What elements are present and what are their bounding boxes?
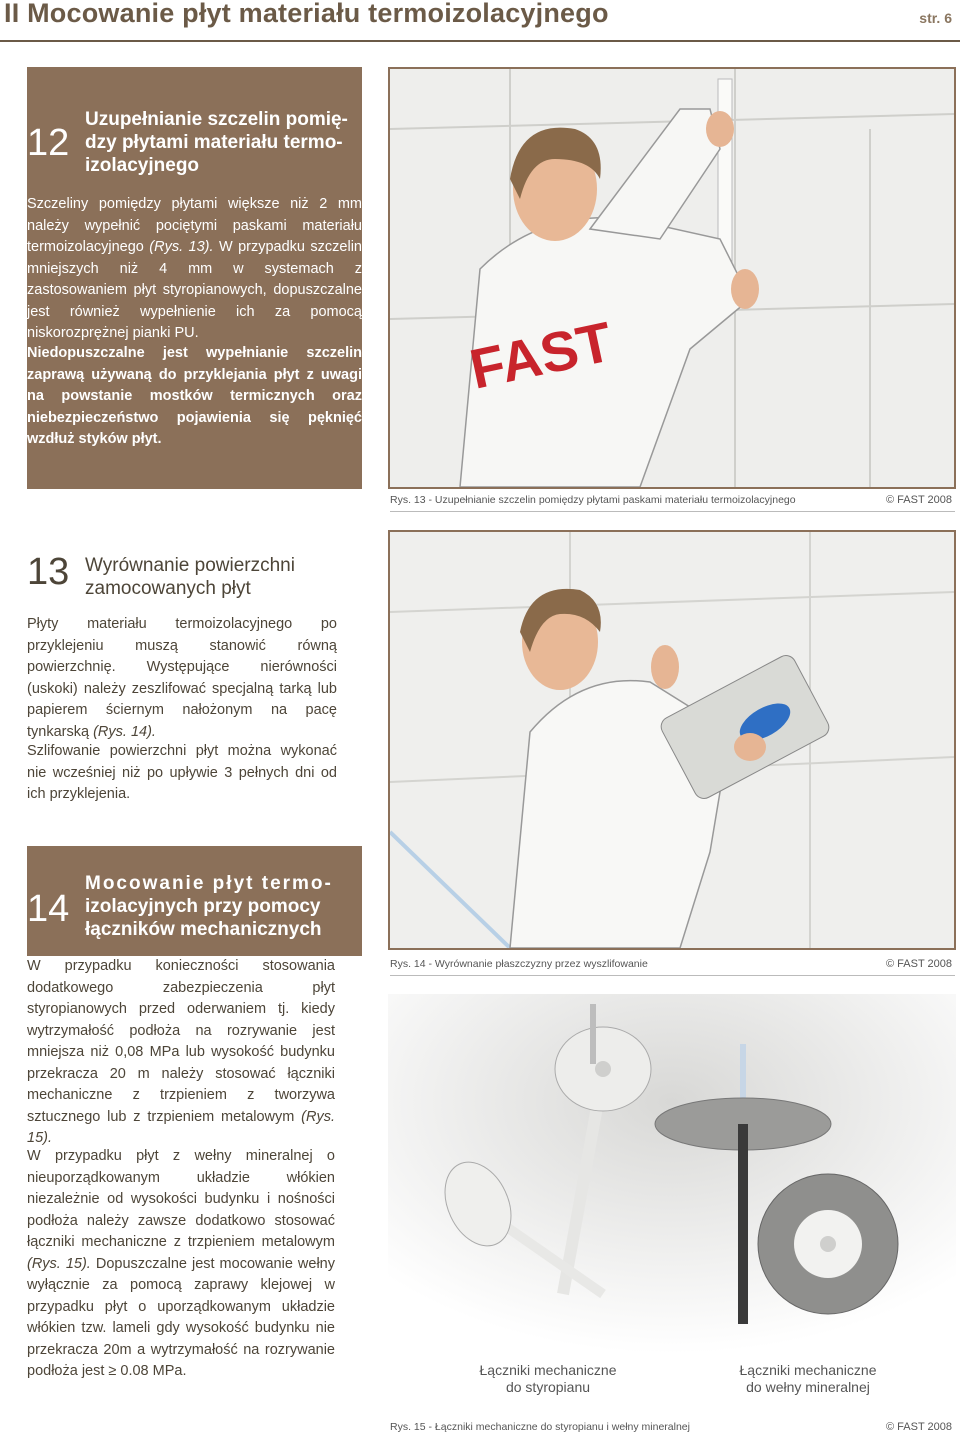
section-12-number: 12 — [27, 122, 70, 164]
section-12-paragraph-1 — [27, 194, 362, 345]
figure-13-caption-line — [390, 511, 955, 512]
mechanical-anchors-illustration — [388, 994, 956, 1354]
section-14-text-run: Dopuszczalne jest mocowanie wełny wyłącznie za pomocą zaprawy klejowej w przypadku płyt o uporządkowanym układzie włókien tzw. lameli gdy wysokość budynku nie przekracza 20m a wytrzymałość na rozrywanie podłoża jest ≥ 0.08 MPa. — [27, 1255, 336, 1379]
figure-14-copyright: © FAST 2008 — [886, 958, 952, 970]
section-13-text: Płyty materiału termoizolacyjnego po przyklejeniu muszą stanowić równą powierzchnię. Występujące nierówności (uskoki) należy zeszlifować specjalną tarką lub papierem ściernym nałożonym na pacę tynkarską — [27, 616, 337, 740]
section-12-paragraph-2 — [27, 343, 362, 451]
section-12-text: W przypadku szczelin mniejszych niż 4 mm w systemach z zastosowaniem płyt styropianowych, dopuszczalne jest również wypełnienie ich za pomocą niskorozprężnej pianki PU. — [27, 239, 362, 341]
figure-reference: (Rys. 14). — [93, 723, 156, 740]
section-14-heading-line: Mocowanie płyt termo- — [85, 873, 333, 894]
mineral-wool-anchor-label — [708, 1362, 908, 1396]
section-13-heading — [85, 554, 295, 600]
section-12-warning: Niedopuszczalne jest wypełnianie szczelin zaprawą używaną do przyklejania płyt z uwagi na powstanie mostków termicznych oraz niebezpieczeństwo pojawienia się pęknięć wzdłuż styków płyt. — [27, 345, 362, 447]
header-divider — [0, 40, 960, 42]
page-number: str. 6 — [919, 10, 952, 26]
section-14-box — [27, 846, 362, 956]
label-line: do wełny mineralnej — [746, 1379, 870, 1395]
section-12-box — [27, 67, 362, 489]
fast-logo-text: FAST — [464, 309, 618, 401]
section-12-heading-line: dzy płytami materiału termo- — [85, 132, 343, 153]
section-12-heading — [85, 108, 348, 177]
worker-filling-gaps-illustration — [390, 69, 954, 487]
section-13-text: Szlifowanie powierzchni płyt można wykonać nie wcześniej niż po upływie 3 pełnych dni od ich przyklejenia. — [27, 743, 337, 802]
figure-15-caption: Rys. 15 - Łączniki mechaniczne do styropianu i wełny mineralnej — [390, 1421, 690, 1433]
section-14-paragraph-2 — [27, 1146, 335, 1383]
section-13-paragraph-2 — [27, 741, 337, 806]
figure-reference: (Rys. 13). — [149, 239, 214, 255]
worker-sanding-illustration — [390, 532, 954, 948]
section-12-heading-line: Uzupełnianie szczelin pomię- — [85, 109, 348, 130]
figure-14-caption: Rys. 14 - Wyrównanie płaszczyzny przez wyszlifowanie — [390, 958, 648, 970]
section-12-text: Szczeliny pomiędzy płytami większe niż 2 mm należy wypełnić pociętymi paskami materiału termoizolacyjnego — [27, 196, 362, 255]
section-13-number: 13 — [27, 551, 70, 593]
section-12-heading-line: izolacyjnego — [85, 155, 200, 176]
figure-13-caption: Rys. 13 - Uzupełnianie szczelin pomiędzy płytami paskami materiału termoizolacyjnego — [390, 494, 796, 506]
label-line: Łączniki mechaniczne — [479, 1362, 617, 1378]
figure-15-image — [388, 994, 956, 1412]
figure-13-copyright: © FAST 2008 — [886, 494, 952, 506]
page-title: II Mocowanie płyt materiału termoizolacyjnego — [4, 0, 609, 28]
label-line: Łączniki mechaniczne — [739, 1362, 877, 1378]
section-13-heading-line: Wyrównanie powierzchni — [85, 555, 295, 576]
figure-13-image — [388, 67, 956, 489]
figure-reference: (Rys. 15). — [27, 1255, 91, 1272]
styrofoam-anchor-label — [448, 1362, 648, 1396]
section-14-heading-line: łączników mechanicznych — [85, 919, 322, 940]
figure-14-caption-line — [390, 975, 955, 976]
section-14-text — [27, 956, 335, 1386]
section-13 — [27, 548, 337, 808]
section-14-text-run: W przypadku konieczności stosowania dodatkowego zabezpieczenia płyt styropianowych przed oderwaniem tj. kiedy wytrzymałość podłoża na rozrywanie jest mniejsza niż 0,08 MPa lub wysokość budynku przekracza 20 m należy stosować łączniki mechaniczne z trzpieniem z tworzywa sztucznego lub z trzpieniem metalowym — [27, 958, 335, 1125]
section-14-heading-line: izolacyjnych przy pomocy — [85, 896, 321, 917]
section-14-heading — [85, 872, 355, 941]
section-14-paragraph-1 — [27, 956, 335, 1150]
label-line: do styropianu — [505, 1379, 591, 1395]
section-13-paragraph-1 — [27, 614, 337, 743]
section-13-heading-line: zamocowanych płyt — [85, 578, 251, 599]
figure-15-copyright: © FAST 2008 — [886, 1421, 952, 1433]
figure-14-image — [388, 530, 956, 950]
section-14-text-run: W przypadku płyt z wełny mineralnej o nieuporządkowanym układzie włókien niezależnie od wysokości budynku i nośności podłoża należy zawsze dodatkowo stosować łączniki mechaniczne z trzpieniem metalowym — [27, 1148, 335, 1250]
figure-reference: (Rys. 15). — [27, 1108, 335, 1146]
section-14-number: 14 — [27, 888, 70, 930]
